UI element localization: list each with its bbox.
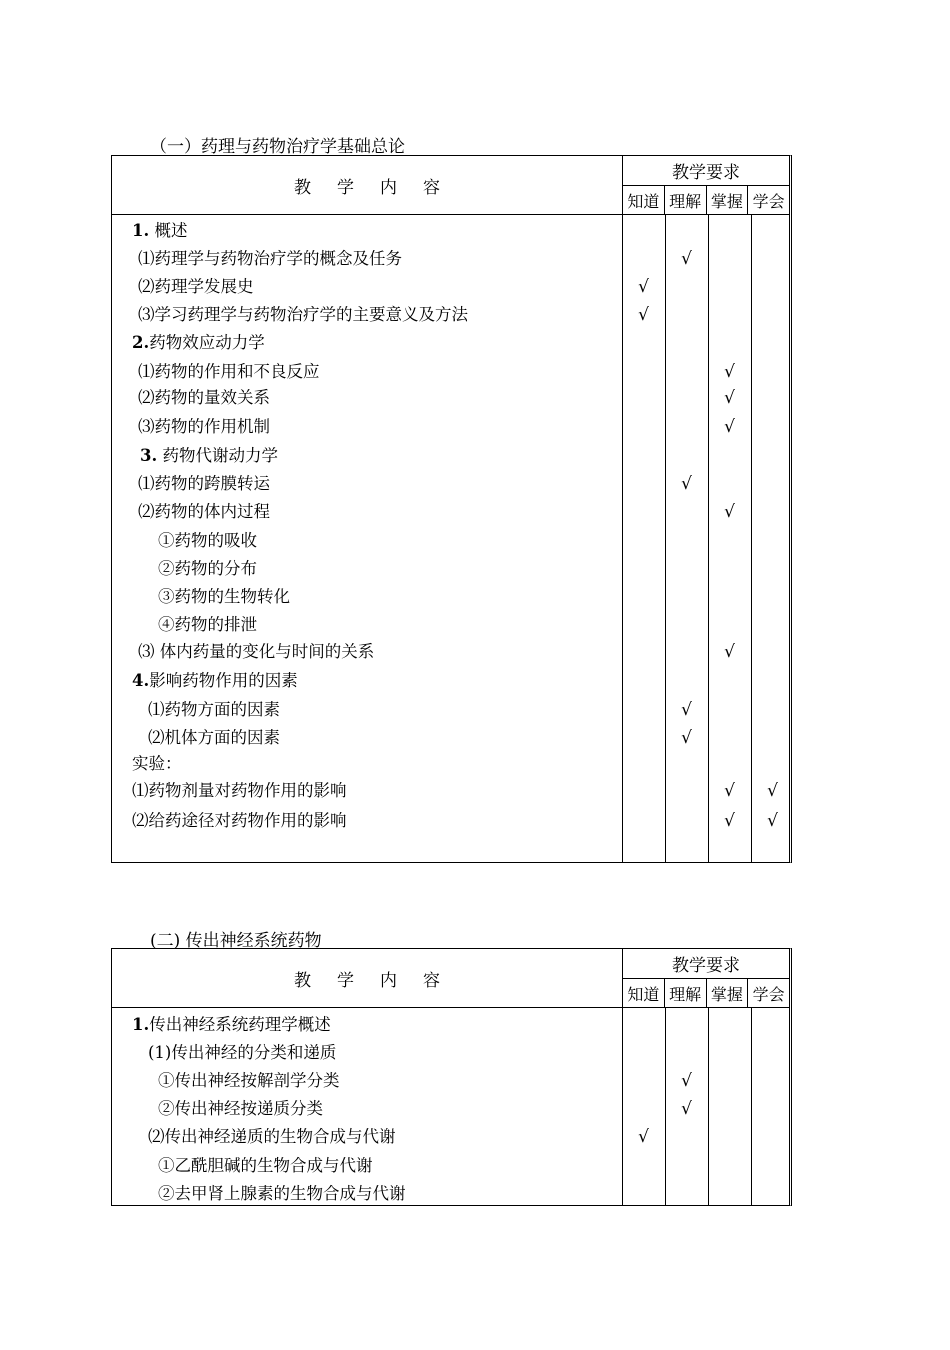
row-text: 1.传出神经系统药理学概述 — [132, 1015, 331, 1034]
row-text: ⑵给药途径对药物作用的影响 — [132, 811, 347, 830]
row-text: ⑵药物的量效关系 — [138, 388, 270, 407]
check-mark: √ — [724, 362, 735, 382]
table-row — [112, 724, 789, 752]
requirement-column-2: 掌握 — [706, 979, 748, 1007]
check-mark: √ — [724, 811, 735, 831]
table-row — [112, 1011, 789, 1039]
table-body — [112, 1008, 789, 1205]
row-text: ③药物的生物转化 — [158, 587, 290, 606]
table-row — [112, 358, 789, 386]
row-text: ①药物的吸收 — [158, 531, 257, 550]
check-mark: √ — [724, 781, 735, 801]
row-text: 实验： — [132, 754, 182, 773]
table-row — [112, 1067, 789, 1095]
check-mark: √ — [681, 249, 692, 269]
table-row — [112, 1039, 789, 1067]
content-column-header: 教学内容 — [294, 970, 466, 991]
table-row — [112, 555, 789, 583]
check-mark: √ — [638, 305, 649, 325]
row-text: 1. 概述 — [132, 221, 188, 240]
row-text: ⑴药物的跨膜转运 — [138, 474, 270, 493]
table-row — [112, 527, 789, 555]
row-text: ⑴药物的作用和不良反应 — [138, 362, 320, 381]
table-row — [112, 245, 789, 273]
check-mark: √ — [681, 1071, 692, 1091]
requirement-columns — [623, 186, 789, 214]
table-row — [112, 273, 789, 301]
table-row — [112, 413, 789, 441]
row-text: ⑴药理学与药物治疗学的概念及任务 — [138, 249, 402, 268]
row-text: ⑶药物的作用机制 — [138, 417, 270, 436]
row-text: ②药物的分布 — [158, 559, 257, 578]
table-body — [112, 215, 789, 862]
table-row — [112, 301, 789, 329]
check-mark: √ — [638, 1127, 649, 1147]
table-row — [112, 217, 789, 245]
table-row — [112, 807, 789, 835]
row-text: ②传出神经按递质分类 — [158, 1099, 323, 1118]
table-row — [112, 667, 789, 695]
table-row — [112, 611, 789, 639]
check-mark: √ — [767, 811, 778, 831]
row-text: ⑴药物方面的因素 — [148, 700, 280, 719]
table-row — [112, 470, 789, 498]
section-1-title: （一）药理与药物治疗学基础总论 — [150, 137, 405, 157]
table-header — [112, 949, 789, 1008]
row-text: ④药物的排泄 — [158, 615, 257, 634]
requirement-column-3: 学会 — [747, 979, 789, 1007]
requirements-title: 教学要求 — [623, 949, 789, 979]
table-row — [112, 696, 789, 724]
row-text: (1)传出神经的分类和递质 — [148, 1043, 337, 1062]
requirement-column-3: 学会 — [747, 186, 789, 214]
table-row — [112, 638, 789, 666]
row-text: ⑵传出神经递质的生物合成与代谢 — [148, 1127, 396, 1146]
row-text: ⑶ 体内药量的变化与时间的关系 — [138, 642, 375, 661]
syllabus-table-2 — [111, 948, 792, 1206]
check-mark: √ — [681, 728, 692, 748]
row-text: ⑵机体方面的因素 — [148, 728, 280, 747]
check-mark: √ — [681, 474, 692, 494]
row-text: 2.药物效应动力学 — [132, 333, 265, 352]
row-text: ⑵药物的体内过程 — [138, 502, 270, 521]
check-mark: √ — [681, 1099, 692, 1119]
table-row — [112, 442, 789, 470]
table-row — [112, 777, 789, 805]
requirement-column-2: 掌握 — [706, 186, 748, 214]
table-row — [112, 583, 789, 611]
check-mark: √ — [724, 642, 735, 662]
table-row — [112, 1095, 789, 1123]
row-text: ⑴药物剂量对药物作用的影响 — [132, 781, 347, 800]
requirements-header — [622, 949, 789, 1007]
row-text: 4.影响药物作用的因素 — [132, 671, 298, 690]
requirement-column-0: 知道 — [627, 191, 660, 211]
check-mark: √ — [767, 781, 778, 801]
check-mark: √ — [724, 502, 735, 522]
requirement-columns — [623, 979, 789, 1007]
table-row — [112, 1152, 789, 1180]
table-row — [112, 329, 789, 357]
table-row — [112, 498, 789, 526]
table-row — [112, 1180, 789, 1208]
row-text: ①传出神经按解剖学分类 — [158, 1071, 340, 1090]
content-column-header: 教学内容 — [294, 177, 466, 198]
requirement-column-1: 理解 — [664, 186, 706, 214]
row-text: 3. 药物代谢动力学 — [140, 446, 278, 465]
syllabus-table-1 — [111, 155, 792, 863]
row-text: ①乙酰胆碱的生物合成与代谢 — [158, 1156, 373, 1175]
table-row — [112, 384, 789, 412]
requirement-column-0: 知道 — [627, 984, 660, 1004]
section-2-title: (二) 传出神经系统药物 — [150, 931, 322, 951]
requirements-header — [622, 156, 789, 214]
requirement-column-1: 理解 — [664, 979, 706, 1007]
requirements-title: 教学要求 — [623, 156, 789, 186]
row-text: ⑶学习药理学与药物治疗学的主要意义及方法 — [138, 305, 468, 324]
check-mark: √ — [724, 388, 735, 408]
check-mark: √ — [638, 277, 649, 297]
table-header — [112, 156, 789, 215]
row-text: ②去甲肾上腺素的生物合成与代谢 — [158, 1184, 406, 1203]
check-mark: √ — [724, 417, 735, 437]
check-mark: √ — [681, 700, 692, 720]
table-row — [112, 1123, 789, 1151]
table-row — [112, 750, 789, 778]
row-text: ⑵药理学发展史 — [138, 277, 254, 296]
